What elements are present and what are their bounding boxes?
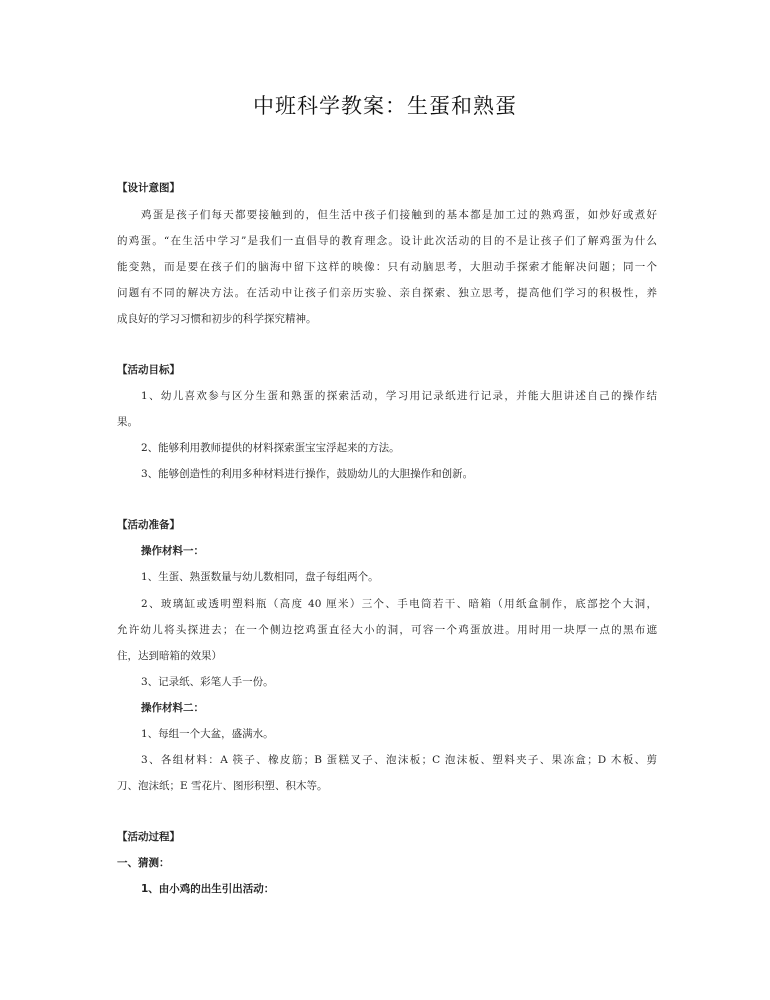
material-item: 2、玻璃缸或透明塑料瓶（高度 40 厘米）三个、手电筒若干、暗箱（用纸盒制作，底部挖个大洞， (141, 598, 657, 610)
material-item: 3、各组材料：A 筷子、橡皮筋；B 蛋糕叉子、泡沫板；C 泡沫板、塑料夹子、果冻盒；D 木板、剪 (141, 754, 657, 766)
process-step: 一、猜测： (117, 857, 170, 869)
material-item-continued: 住，达到暗箱的效果） (117, 650, 222, 662)
section-heading-design: 【设计意图】 (117, 182, 180, 194)
material-item: 1、生蛋、熟蛋数量与幼儿数相同，盘子每组两个。 (141, 571, 379, 583)
paragraph-line: 鸡蛋是孩子们每天都要接触到的，但生活中孩子们接触到的基本都是加工过的熟鸡蛋，如炒好或煮好 (141, 209, 657, 221)
paragraph-line: 问题有不同的解决方法。在活动中让孩子们亲历实验、亲自探索、独立思考，提高他们学习的积极性，养 (117, 287, 657, 299)
section-heading-prep: 【活动准备】 (117, 519, 180, 531)
section-heading-process: 【活动过程】 (117, 831, 180, 843)
process-substep: 1、由小鸡的出生引出活动： (141, 883, 275, 895)
materials-subheading: 操作材料一： (141, 545, 204, 557)
paragraph-line: 的鸡蛋。“在生活中学习”是我们一直倡导的教育理念。设计此次活动的目的不是让孩子们了解鸡蛋为什么 (117, 235, 657, 247)
goal-item: 3、能够创造性的利用多种材料进行操作，鼓励幼儿的大胆操作和创新。 (141, 468, 474, 480)
page-title: 中班科学教案：生蛋和熟蛋 (253, 94, 517, 118)
paragraph-line: 能变熟，而是要在孩子们的脑海中留下这样的映像：只有动脑思考，大胆动手探索才能解决问题；同一个 (117, 261, 657, 273)
material-item-continued: 允许幼儿将头探进去；在一个侧边挖鸡蛋直径大小的洞，可容一个鸡蛋放进。用时用一块厚一点的黑布遮 (117, 624, 657, 636)
goal-item-continued: 果。 (117, 416, 138, 428)
material-item: 1、每组一个大盆，盛满水。 (141, 728, 274, 740)
material-item-continued: 刀、泡沫纸；E 雪花片、图形积塑、积木等。 (117, 780, 328, 792)
goal-item: 2、能够利用教师提供的材料探索蛋宝宝浮起来的方法。 (141, 442, 400, 454)
paragraph-line: 成良好的学习习惯和初步的科学探究精神。 (117, 313, 317, 325)
section-heading-goals: 【活动目标】 (117, 364, 180, 376)
material-item: 3、记录纸、彩笔人手一份。 (141, 676, 274, 688)
materials-subheading: 操作材料二： (141, 702, 204, 714)
goal-item: 1、幼儿喜欢参与区分生蛋和熟蛋的探索活动，学习用记录纸进行记录，并能大胆讲述自己的操作结 (141, 390, 657, 402)
